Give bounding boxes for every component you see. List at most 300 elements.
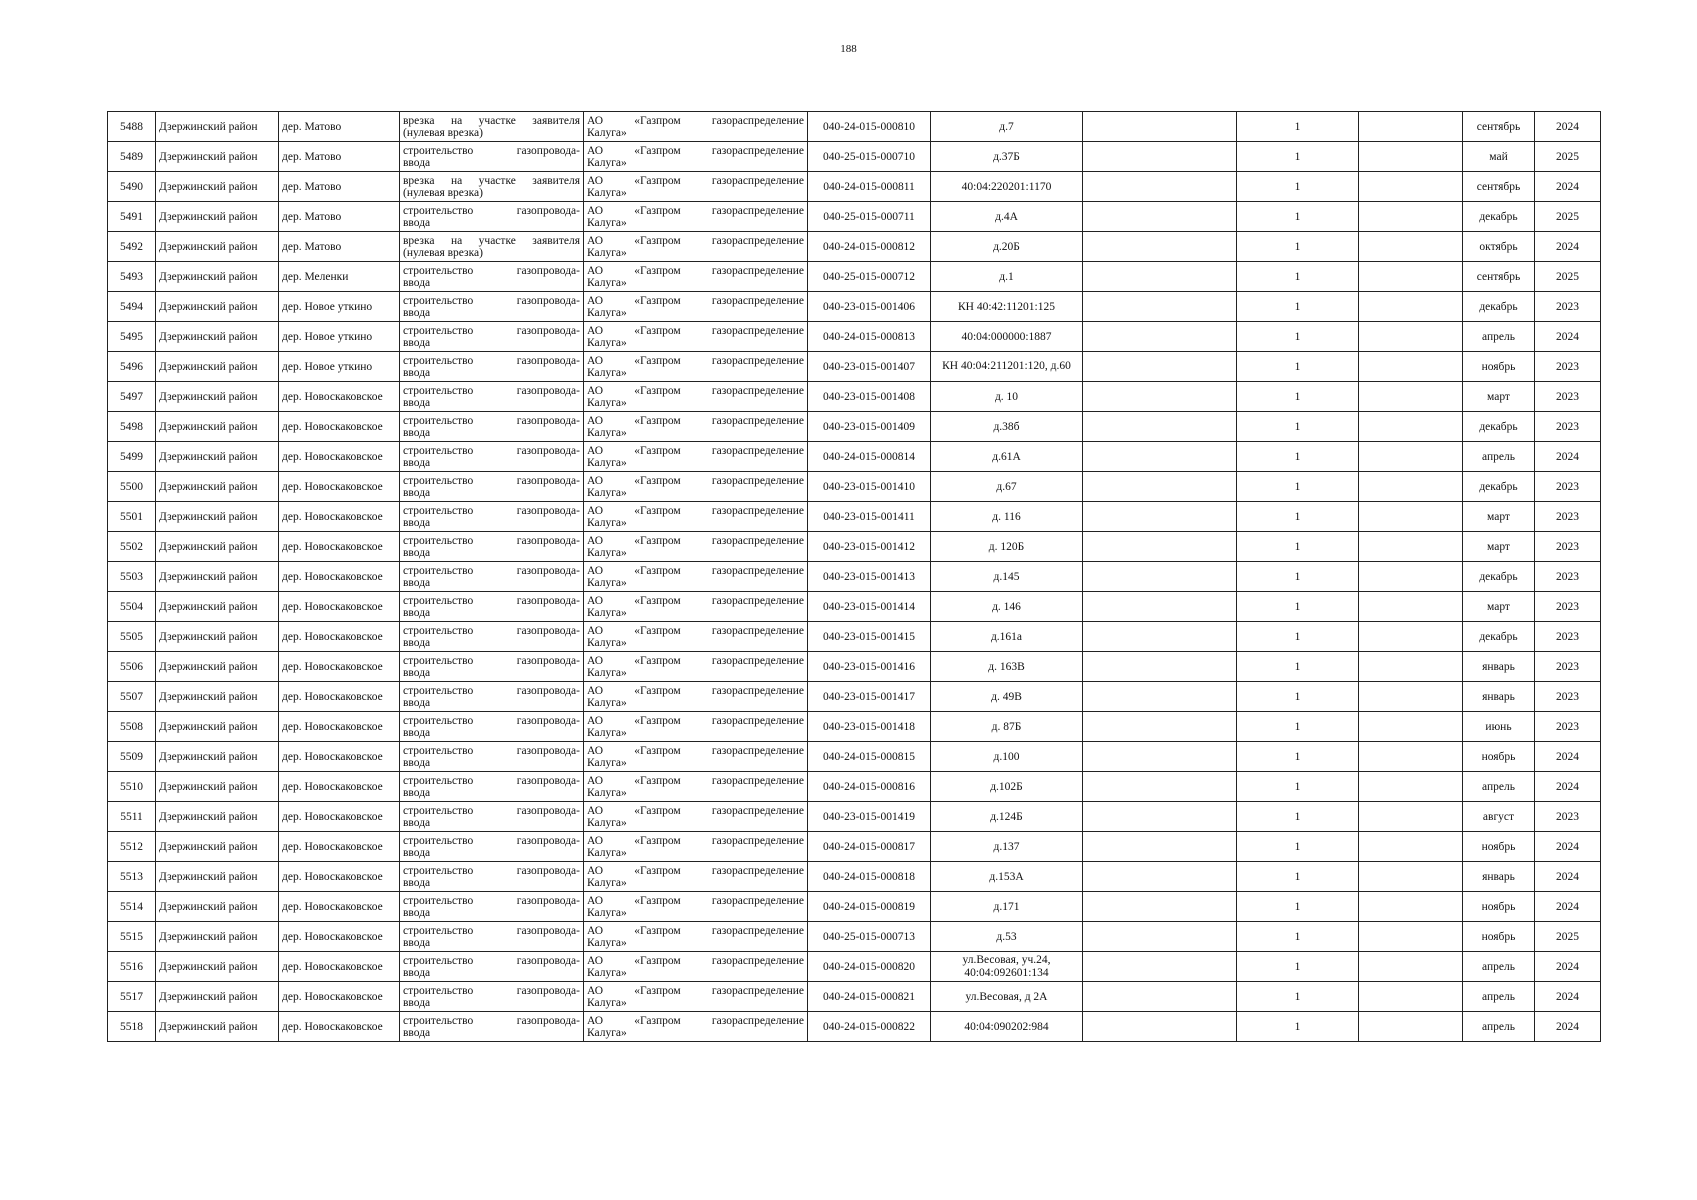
work-type-line: (нулевая врезка): [403, 246, 483, 259]
year-cell: 2023: [1535, 652, 1601, 682]
organization-line: Калуга»: [587, 1026, 627, 1039]
work-type-line: врезка на участке заявителя: [403, 174, 580, 187]
registry-code-cell: 040-24-015-000815: [808, 742, 931, 772]
address-cell: КН 40:04:211201:120, д.60: [931, 352, 1083, 382]
district-cell: Дзержинский район: [156, 382, 279, 412]
organization-line: Калуга»: [587, 756, 627, 769]
organization-line: Калуга»: [587, 906, 627, 919]
organization-line: Калуга»: [587, 996, 627, 1009]
month-cell: сентябрь: [1463, 112, 1535, 142]
organization-line: Калуга»: [587, 966, 627, 979]
quantity-cell: 1: [1237, 622, 1359, 652]
registry-code-cell: 040-25-015-000710: [808, 142, 931, 172]
quantity-cell: 1: [1237, 442, 1359, 472]
empty-cell: [1083, 712, 1237, 742]
work-type-cell: [400, 472, 584, 502]
month-cell: декабрь: [1463, 292, 1535, 322]
quantity-cell: 1: [1237, 322, 1359, 352]
work-type-cell: [400, 142, 584, 172]
work-type-line: строительство газопровода-: [403, 564, 580, 577]
row-number: 5499: [108, 442, 156, 472]
address-cell: д.20Б: [931, 232, 1083, 262]
quantity-cell: 1: [1237, 712, 1359, 742]
work-type-cell: [400, 592, 584, 622]
organization-cell: [584, 862, 808, 892]
row-number: 5518: [108, 1012, 156, 1042]
registry-code-cell: 040-24-015-000821: [808, 982, 931, 1012]
work-type-cell: [400, 982, 584, 1012]
organization-line: Калуга»: [587, 276, 627, 289]
year-cell: 2024: [1535, 172, 1601, 202]
organization-line: Калуга»: [587, 336, 627, 349]
district-cell: Дзержинский район: [156, 652, 279, 682]
organization-line: Калуга»: [587, 786, 627, 799]
work-type-line: строительство газопровода-: [403, 204, 580, 217]
locality-cell: дер. Новоскаковское: [279, 772, 400, 802]
work-type-cell: [400, 832, 584, 862]
table-row: [108, 562, 1601, 592]
organization-line: АО «Газпром газораспределение: [587, 144, 804, 157]
work-type-line: ввода: [403, 726, 431, 739]
work-type-line: строительство газопровода-: [403, 504, 580, 517]
empty-cell: [1083, 352, 1237, 382]
organization-line: Калуга»: [587, 126, 627, 139]
registry-code-cell: 040-23-015-001407: [808, 352, 931, 382]
year-cell: 2023: [1535, 562, 1601, 592]
organization-line: АО «Газпром газораспределение: [587, 924, 804, 937]
registry-rows: [108, 112, 1601, 1042]
district-cell: Дзержинский район: [156, 172, 279, 202]
address-cell: д.153А: [931, 862, 1083, 892]
work-type-line: ввода: [403, 666, 431, 679]
empty-cell: [1359, 892, 1463, 922]
organization-line: АО «Газпром газораспределение: [587, 504, 804, 517]
month-cell: апрель: [1463, 772, 1535, 802]
work-type-cell: [400, 232, 584, 262]
row-number: 5490: [108, 172, 156, 202]
row-number: 5514: [108, 892, 156, 922]
empty-cell: [1359, 292, 1463, 322]
work-type-line: строительство газопровода-: [403, 654, 580, 667]
table-row: [108, 202, 1601, 232]
district-cell: Дзержинский район: [156, 592, 279, 622]
organization-line: АО «Газпром газораспределение: [587, 714, 804, 727]
work-type-line: строительство газопровода-: [403, 534, 580, 547]
organization-line: АО «Газпром газораспределение: [587, 354, 804, 367]
district-cell: Дзержинский район: [156, 412, 279, 442]
table-row: [108, 322, 1601, 352]
table-row: [108, 862, 1601, 892]
organization-line: АО «Газпром газораспределение: [587, 744, 804, 757]
quantity-cell: 1: [1237, 682, 1359, 712]
address-cell: д.145: [931, 562, 1083, 592]
organization-line: АО «Газпром газораспределение: [587, 534, 804, 547]
locality-cell: дер. Меленки: [279, 262, 400, 292]
year-cell: 2023: [1535, 352, 1601, 382]
table-row: [108, 802, 1601, 832]
table-row: [108, 352, 1601, 382]
table-row: [108, 412, 1601, 442]
work-type-cell: [400, 442, 584, 472]
year-cell: 2024: [1535, 442, 1601, 472]
organization-cell: [584, 202, 808, 232]
registry-code-cell: 040-24-015-000812: [808, 232, 931, 262]
empty-cell: [1083, 742, 1237, 772]
empty-cell: [1359, 922, 1463, 952]
empty-cell: [1359, 982, 1463, 1012]
row-number: 5494: [108, 292, 156, 322]
year-cell: 2023: [1535, 802, 1601, 832]
row-number: 5510: [108, 772, 156, 802]
organization-line: АО «Газпром газораспределение: [587, 1014, 804, 1027]
empty-cell: [1359, 1012, 1463, 1042]
organization-line: АО «Газпром газораспределение: [587, 234, 804, 247]
locality-cell: дер. Новоскаковское: [279, 952, 400, 982]
organization-line: АО «Газпром газораспределение: [587, 384, 804, 397]
work-type-cell: [400, 202, 584, 232]
locality-cell: дер. Новоскаковское: [279, 622, 400, 652]
work-type-line: ввода: [403, 516, 431, 529]
month-cell: январь: [1463, 862, 1535, 892]
table-row: [108, 292, 1601, 322]
district-cell: Дзержинский район: [156, 532, 279, 562]
locality-cell: дер. Матово: [279, 142, 400, 172]
empty-cell: [1083, 532, 1237, 562]
year-cell: 2023: [1535, 532, 1601, 562]
organization-line: Калуга»: [587, 426, 627, 439]
row-number: 5506: [108, 652, 156, 682]
quantity-cell: 1: [1237, 112, 1359, 142]
row-number: 5501: [108, 502, 156, 532]
registry-code-cell: 040-24-015-000810: [808, 112, 931, 142]
district-cell: Дзержинский район: [156, 862, 279, 892]
empty-cell: [1359, 802, 1463, 832]
work-type-line: ввода: [403, 996, 431, 1009]
year-cell: 2025: [1535, 922, 1601, 952]
year-cell: 2024: [1535, 232, 1601, 262]
organization-line: Калуга»: [587, 606, 627, 619]
organization-cell: [584, 502, 808, 532]
locality-cell: дер. Новое уткино: [279, 322, 400, 352]
month-cell: март: [1463, 532, 1535, 562]
table-row: [108, 262, 1601, 292]
registry-code-cell: 040-23-015-001413: [808, 562, 931, 592]
address-cell: д.161а: [931, 622, 1083, 652]
empty-cell: [1359, 502, 1463, 532]
organization-line: АО «Газпром газораспределение: [587, 594, 804, 607]
organization-cell: [584, 412, 808, 442]
registry-code-cell: 040-23-015-001409: [808, 412, 931, 442]
empty-cell: [1083, 802, 1237, 832]
organization-line: Калуга»: [587, 936, 627, 949]
month-cell: апрель: [1463, 442, 1535, 472]
month-cell: ноябрь: [1463, 922, 1535, 952]
district-cell: Дзержинский район: [156, 112, 279, 142]
work-type-line: ввода: [403, 636, 431, 649]
address-cell: 40:04:000000:1887: [931, 322, 1083, 352]
address-cell: д.38б: [931, 412, 1083, 442]
work-type-line: ввода: [403, 696, 431, 709]
month-cell: апрель: [1463, 1012, 1535, 1042]
month-cell: октябрь: [1463, 232, 1535, 262]
locality-cell: дер. Новоскаковское: [279, 472, 400, 502]
organization-cell: [584, 742, 808, 772]
year-cell: 2023: [1535, 682, 1601, 712]
locality-cell: дер. Новоскаковское: [279, 562, 400, 592]
month-cell: март: [1463, 502, 1535, 532]
year-cell: 2023: [1535, 292, 1601, 322]
quantity-cell: 1: [1237, 952, 1359, 982]
address-cell: д. 163В: [931, 652, 1083, 682]
work-type-line: строительство газопровода-: [403, 684, 580, 697]
empty-cell: [1359, 562, 1463, 592]
quantity-cell: 1: [1237, 832, 1359, 862]
empty-cell: [1359, 232, 1463, 262]
organization-cell: [584, 922, 808, 952]
work-type-line: строительство газопровода-: [403, 384, 580, 397]
empty-cell: [1359, 172, 1463, 202]
organization-cell: [584, 1012, 808, 1042]
work-type-line: ввода: [403, 966, 431, 979]
organization-line: АО «Газпром газораспределение: [587, 114, 804, 127]
work-type-line: ввода: [403, 606, 431, 619]
empty-cell: [1359, 442, 1463, 472]
work-type-cell: [400, 502, 584, 532]
empty-cell: [1083, 892, 1237, 922]
month-cell: сентябрь: [1463, 262, 1535, 292]
row-number: 5491: [108, 202, 156, 232]
organization-cell: [584, 892, 808, 922]
locality-cell: дер. Новое уткино: [279, 352, 400, 382]
table-row: [108, 232, 1601, 262]
empty-cell: [1359, 772, 1463, 802]
page-number: 188: [840, 43, 857, 55]
table-row: [108, 682, 1601, 712]
table-row: [108, 532, 1601, 562]
district-cell: Дзержинский район: [156, 232, 279, 262]
locality-cell: дер. Матово: [279, 232, 400, 262]
organization-line: Калуга»: [587, 456, 627, 469]
address-cell: д.4А: [931, 202, 1083, 232]
work-type-cell: [400, 352, 584, 382]
organization-cell: [584, 292, 808, 322]
empty-cell: [1083, 682, 1237, 712]
address-cell: д.102Б: [931, 772, 1083, 802]
organization-line: АО «Газпром газораспределение: [587, 834, 804, 847]
table-row: [108, 832, 1601, 862]
address-cell: д.137: [931, 832, 1083, 862]
month-cell: декабрь: [1463, 202, 1535, 232]
organization-cell: [584, 622, 808, 652]
organization-line: Калуга»: [587, 246, 627, 259]
work-type-cell: [400, 562, 584, 592]
empty-cell: [1083, 922, 1237, 952]
district-cell: Дзержинский район: [156, 832, 279, 862]
address-cell: д.7: [931, 112, 1083, 142]
organization-line: Калуга»: [587, 696, 627, 709]
district-cell: Дзержинский район: [156, 352, 279, 382]
address-cell: д.100: [931, 742, 1083, 772]
locality-cell: дер. Матово: [279, 172, 400, 202]
work-type-line: строительство газопровода-: [403, 744, 580, 757]
organization-line: АО «Газпром газораспределение: [587, 174, 804, 187]
organization-line: АО «Газпром газораспределение: [587, 294, 804, 307]
table-row: [108, 622, 1601, 652]
empty-cell: [1359, 262, 1463, 292]
district-cell: Дзержинский район: [156, 292, 279, 322]
organization-cell: [584, 652, 808, 682]
year-cell: 2023: [1535, 592, 1601, 622]
year-cell: 2024: [1535, 952, 1601, 982]
empty-cell: [1359, 202, 1463, 232]
organization-cell: [584, 172, 808, 202]
organization-line: АО «Газпром газораспределение: [587, 654, 804, 667]
district-cell: Дзержинский район: [156, 322, 279, 352]
year-cell: 2023: [1535, 382, 1601, 412]
work-type-line: ввода: [403, 546, 431, 559]
locality-cell: дер. Новое уткино: [279, 292, 400, 322]
registry-code-cell: 040-23-015-001419: [808, 802, 931, 832]
empty-cell: [1083, 202, 1237, 232]
district-cell: Дзержинский район: [156, 802, 279, 832]
table-row: [108, 442, 1601, 472]
address-cell: КН 40:42:11201:125: [931, 292, 1083, 322]
table-row: [108, 712, 1601, 742]
locality-cell: дер. Новоскаковское: [279, 862, 400, 892]
row-number: 5493: [108, 262, 156, 292]
work-type-line: ввода: [403, 936, 431, 949]
empty-cell: [1083, 412, 1237, 442]
locality-cell: дер. Новоскаковское: [279, 442, 400, 472]
organization-line: АО «Газпром газораспределение: [587, 204, 804, 217]
organization-line: АО «Газпром газораспределение: [587, 324, 804, 337]
empty-cell: [1359, 742, 1463, 772]
empty-cell: [1359, 322, 1463, 352]
organization-cell: [584, 982, 808, 1012]
month-cell: ноябрь: [1463, 832, 1535, 862]
table-row: [108, 1012, 1601, 1042]
empty-cell: [1083, 832, 1237, 862]
address-cell: ул.Весовая, уч.24, 40:04:092601:134: [931, 952, 1083, 982]
table-row: [108, 772, 1601, 802]
empty-cell: [1083, 472, 1237, 502]
quantity-cell: 1: [1237, 652, 1359, 682]
work-type-cell: [400, 922, 584, 952]
address-cell: д. 87Б: [931, 712, 1083, 742]
work-type-line: ввода: [403, 306, 431, 319]
work-type-cell: [400, 262, 584, 292]
year-cell: 2024: [1535, 832, 1601, 862]
quantity-cell: 1: [1237, 172, 1359, 202]
quantity-cell: 1: [1237, 562, 1359, 592]
district-cell: Дзержинский район: [156, 982, 279, 1012]
organization-cell: [584, 112, 808, 142]
work-type-line: ввода: [403, 786, 431, 799]
registry-code-cell: 040-23-015-001408: [808, 382, 931, 412]
locality-cell: дер. Новоскаковское: [279, 742, 400, 772]
organization-cell: [584, 322, 808, 352]
work-type-line: строительство газопровода-: [403, 144, 580, 157]
work-type-line: ввода: [403, 156, 431, 169]
quantity-cell: 1: [1237, 142, 1359, 172]
work-type-line: врезка на участке заявителя: [403, 234, 580, 247]
row-number: 5513: [108, 862, 156, 892]
empty-cell: [1083, 322, 1237, 352]
year-cell: 2023: [1535, 472, 1601, 502]
organization-line: АО «Газпром газораспределение: [587, 684, 804, 697]
organization-line: Калуга»: [587, 396, 627, 409]
month-cell: январь: [1463, 682, 1535, 712]
district-cell: Дзержинский район: [156, 892, 279, 922]
empty-cell: [1083, 592, 1237, 622]
work-type-line: ввода: [403, 486, 431, 499]
registry-code-cell: 040-25-015-000713: [808, 922, 931, 952]
registry-code-cell: 040-24-015-000819: [808, 892, 931, 922]
work-type-line: ввода: [403, 276, 431, 289]
organization-line: АО «Газпром газораспределение: [587, 894, 804, 907]
organization-cell: [584, 532, 808, 562]
district-cell: Дзержинский район: [156, 712, 279, 742]
organization-line: Калуга»: [587, 366, 627, 379]
table-row: [108, 982, 1601, 1012]
quantity-cell: 1: [1237, 922, 1359, 952]
district-cell: Дзержинский район: [156, 502, 279, 532]
registry-code-cell: 040-24-015-000814: [808, 442, 931, 472]
empty-cell: [1359, 412, 1463, 442]
organization-line: Калуга»: [587, 576, 627, 589]
locality-cell: дер. Новоскаковское: [279, 1012, 400, 1042]
organization-cell: [584, 592, 808, 622]
organization-line: Калуга»: [587, 666, 627, 679]
table-row: [108, 892, 1601, 922]
work-type-line: строительство газопровода-: [403, 444, 580, 457]
organization-line: Калуга»: [587, 486, 627, 499]
row-number: 5497: [108, 382, 156, 412]
month-cell: апрель: [1463, 952, 1535, 982]
row-number: 5517: [108, 982, 156, 1012]
quantity-cell: 1: [1237, 1012, 1359, 1042]
empty-cell: [1083, 232, 1237, 262]
year-cell: 2024: [1535, 322, 1601, 352]
table-row: [108, 112, 1601, 142]
organization-line: Калуга»: [587, 876, 627, 889]
work-type-line: ввода: [403, 426, 431, 439]
empty-cell: [1083, 172, 1237, 202]
month-cell: июнь: [1463, 712, 1535, 742]
month-cell: март: [1463, 592, 1535, 622]
month-cell: декабрь: [1463, 472, 1535, 502]
locality-cell: дер. Новоскаковское: [279, 532, 400, 562]
registry-code-cell: 040-24-015-000813: [808, 322, 931, 352]
work-type-line: (нулевая врезка): [403, 126, 483, 139]
quantity-cell: 1: [1237, 892, 1359, 922]
empty-cell: [1359, 592, 1463, 622]
work-type-line: строительство газопровода-: [403, 324, 580, 337]
work-type-cell: [400, 382, 584, 412]
year-cell: 2025: [1535, 142, 1601, 172]
year-cell: 2024: [1535, 742, 1601, 772]
organization-line: АО «Газпром газораспределение: [587, 624, 804, 637]
registry-code-cell: 040-24-015-000820: [808, 952, 931, 982]
work-type-line: строительство газопровода-: [403, 1014, 580, 1027]
work-type-cell: [400, 712, 584, 742]
year-cell: 2023: [1535, 412, 1601, 442]
quantity-cell: 1: [1237, 352, 1359, 382]
district-cell: Дзержинский район: [156, 772, 279, 802]
organization-line: АО «Газпром газораспределение: [587, 774, 804, 787]
work-type-line: строительство газопровода-: [403, 594, 580, 607]
row-number: 5496: [108, 352, 156, 382]
